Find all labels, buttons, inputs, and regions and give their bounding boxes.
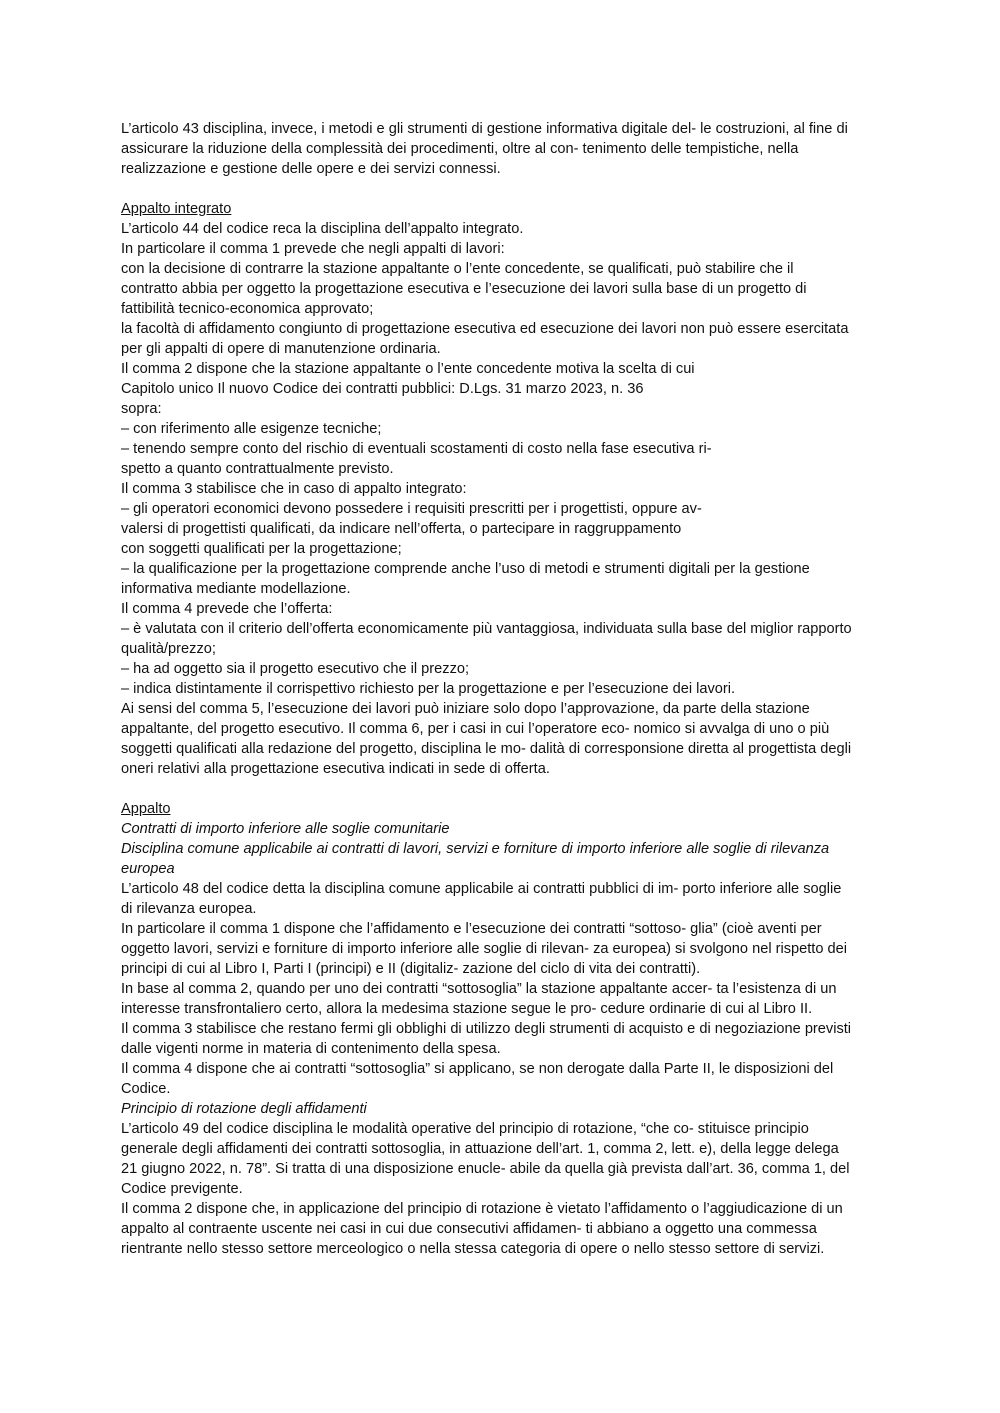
paragraph-line: spetto a quanto contrattualmente previsto. (121, 461, 394, 477)
paragraph-line: In particolare il comma 1 dispone che l’affidamento e l’esecuzione dei contratti “sottoso- glia” (cioè aventi per (121, 921, 822, 937)
paragraph-line: generale degli affidamenti dei contratti sottosoglia, in attuazione dell’art. 1, comma 2, lett. e), della legge delega (121, 1141, 839, 1157)
paragraph-line: oggetto lavori, servizi e forniture di importo inferiore alle soglie di rilevan- za europea) si svolgono nel rispetto dei (121, 941, 848, 957)
paragraph-line: sopra: (121, 401, 162, 417)
paragraph-line: con la decisione di contrarre la stazione appaltante o l’ente concedente, se qualificati, può stabilire che il (121, 261, 794, 277)
list-item: – indica distintamente il corrispettivo richiesto per la progettazione e per l’esecuzione dei lavori. (121, 681, 736, 697)
list-item: – gli operatori economici devono possedere i requisiti prescritti per i progettisti, oppure av- (121, 501, 702, 517)
paragraph-line: 21 giugno 2022, n. 78”. Si tratta di una disposizione enucle- abile da quella già prevista dall’art. 36, comma 1, del (121, 1161, 850, 1177)
paragraph-line: fattibilità tecnico-economica approvato; (121, 301, 374, 317)
paragraph-line: appalto al contraente uscente nei casi in cui due consecutivi affidamen- ti abbiano a oggetto una commessa (121, 1221, 817, 1237)
subheading-disciplina-comune: Disciplina comune applicabile ai contratti di lavori, servizi e forniture di importo inferiore alle soglie di rilevanza (121, 841, 830, 857)
list-item: – ha ad oggetto sia il progetto esecutivo che il prezzo; (121, 661, 470, 677)
paragraph-line: soggetti qualificati alla redazione del progetto, disciplina le mo- dalità di corresponsione diretta al progettista degli (121, 741, 852, 757)
paragraph-line: assicurare la riduzione della complessità dei procedimenti, oltre al con- tenimento delle tempistiche, nella (121, 141, 799, 157)
paragraph-line: contratto abbia per oggetto la progettazione esecutiva e l’esecuzione dei lavori sulla base di un progetto di (121, 281, 807, 297)
list-item: – tenendo sempre conto del rischio di eventuali scostamenti di costo nella fase esecutiva ri- (121, 441, 712, 457)
list-item: – la qualificazione per la progettazione comprende anche l’uso di metodi e strumenti digitali per la gestione (121, 561, 810, 577)
paragraph-line: L’articolo 48 del codice detta la disciplina comune applicabile ai contratti pubblici di im- porto inferiore alle soglie (121, 881, 842, 897)
section-articolo-43 (121, 119, 891, 179)
paragraph-line: Il comma 3 stabilisce che restano fermi gli obblighi di utilizzo degli strumenti di acquisto e di negoziazione previsti (121, 1021, 852, 1037)
paragraph-line: rientrante nello stesso settore merceologico o nella stessa categoria di opere o nello stesso settore di servizi. (121, 1241, 825, 1257)
paragraph-gap (121, 779, 891, 799)
paragraph-line: con soggetti qualificati per la progettazione; (121, 541, 402, 557)
paragraph-line: Codice previgente. (121, 1181, 243, 1197)
paragraph-line: Il comma 4 dispone che ai contratti “sottosoglia” si applicano, se non derogate dalla Parte II, le disposizioni del (121, 1061, 834, 1077)
document-page (121, 119, 891, 1259)
paragraph-line: Il comma 2 dispone che, in applicazione del principio di rotazione è vietato l’affidamento o l’aggiudicazione di un (121, 1201, 843, 1217)
subheading-principio-rotazione: Principio di rotazione degli affidamenti (121, 1101, 367, 1117)
paragraph-line: Il comma 2 dispone che la stazione appaltante o l’ente concedente motiva la scelta di cui (121, 361, 695, 377)
paragraph-line: Il comma 3 stabilisce che in caso di appalto integrato: (121, 481, 467, 497)
paragraph-line: dalle vigenti norme in materia di contenimento della spesa. (121, 1041, 501, 1057)
paragraph-line: Capitolo unico Il nuovo Codice dei contratti pubblici: D.Lgs. 31 marzo 2023, n. 36 (121, 381, 644, 397)
paragraph-gap (121, 179, 891, 199)
paragraph-line: la facoltà di affidamento congiunto di progettazione esecutiva ed esecuzione dei lavori non può essere esercitata (121, 321, 849, 337)
paragraph-line: di rilevanza europea. (121, 901, 257, 917)
list-item: – con riferimento alle esigenze tecniche; (121, 421, 382, 437)
paragraph-line: Ai sensi del comma 5, l’esecuzione dei lavori può iniziare solo dopo l’approvazione, da parte della stazione (121, 701, 810, 717)
paragraph-line: interesse transfrontaliero certo, allora la medesima stazione segue le pro- cedure ordinarie di cui al Libro II. (121, 1001, 813, 1017)
subheading-contratti-sottosoglia: Contratti di importo inferiore alle soglie comunitarie (121, 821, 450, 837)
paragraph-line: In base al comma 2, quando per uno dei contratti “sottosoglia” la stazione appaltante accer- ta l’esistenza di un (121, 981, 837, 997)
section-heading-appalto-integrato: Appalto integrato (121, 201, 232, 217)
paragraph-line: realizzazione e gestione delle opere e dei servizi connessi. (121, 161, 501, 177)
paragraph-line: valersi di progettisti qualificati, da indicare nell’offerta, o partecipare in raggruppamento (121, 521, 682, 537)
paragraph-line: In particolare il comma 1 prevede che negli appalti di lavori: (121, 241, 505, 257)
paragraph-line: L’articolo 43 disciplina, invece, i metodi e gli strumenti di gestione informativa digitale del- le costruzioni, al fine di (121, 121, 848, 137)
subheading-disciplina-comune: europea (121, 861, 175, 877)
section-appalto-integrato (121, 199, 891, 779)
paragraph-line: principi di cui al Libro I, Parti I (principi) e II (digitaliz- zazione del ciclo di vita dei contratti). (121, 961, 701, 977)
paragraph-line: qualità/prezzo; (121, 641, 216, 657)
paragraph-line: appaltante, del progetto esecutivo. Il comma 6, per i casi in cui l’operatore eco- nomico si avvalga di uno o più (121, 721, 830, 737)
paragraph-line: L’articolo 49 del codice disciplina le modalità operative del principio di rotazione, “che co- stituisce principio (121, 1121, 809, 1137)
paragraph-line: informativa mediante modellazione. (121, 581, 351, 597)
list-item: – è valutata con il criterio dell’offerta economicamente più vantaggiosa, individuata sulla base del miglior rapporto (121, 621, 852, 637)
paragraph-line: L’articolo 44 del codice reca la disciplina dell’appalto integrato. (121, 221, 524, 237)
paragraph-line: Il comma 4 prevede che l’offerta: (121, 601, 333, 617)
paragraph-line: per gli appalti di opere di manutenzione ordinaria. (121, 341, 441, 357)
paragraph-line: Codice. (121, 1081, 171, 1097)
section-appalto (121, 799, 891, 1259)
section-heading-appalto: Appalto (121, 801, 171, 817)
paragraph-line: oneri relativi alla progettazione esecutiva indicati in sede di offerta. (121, 761, 550, 777)
